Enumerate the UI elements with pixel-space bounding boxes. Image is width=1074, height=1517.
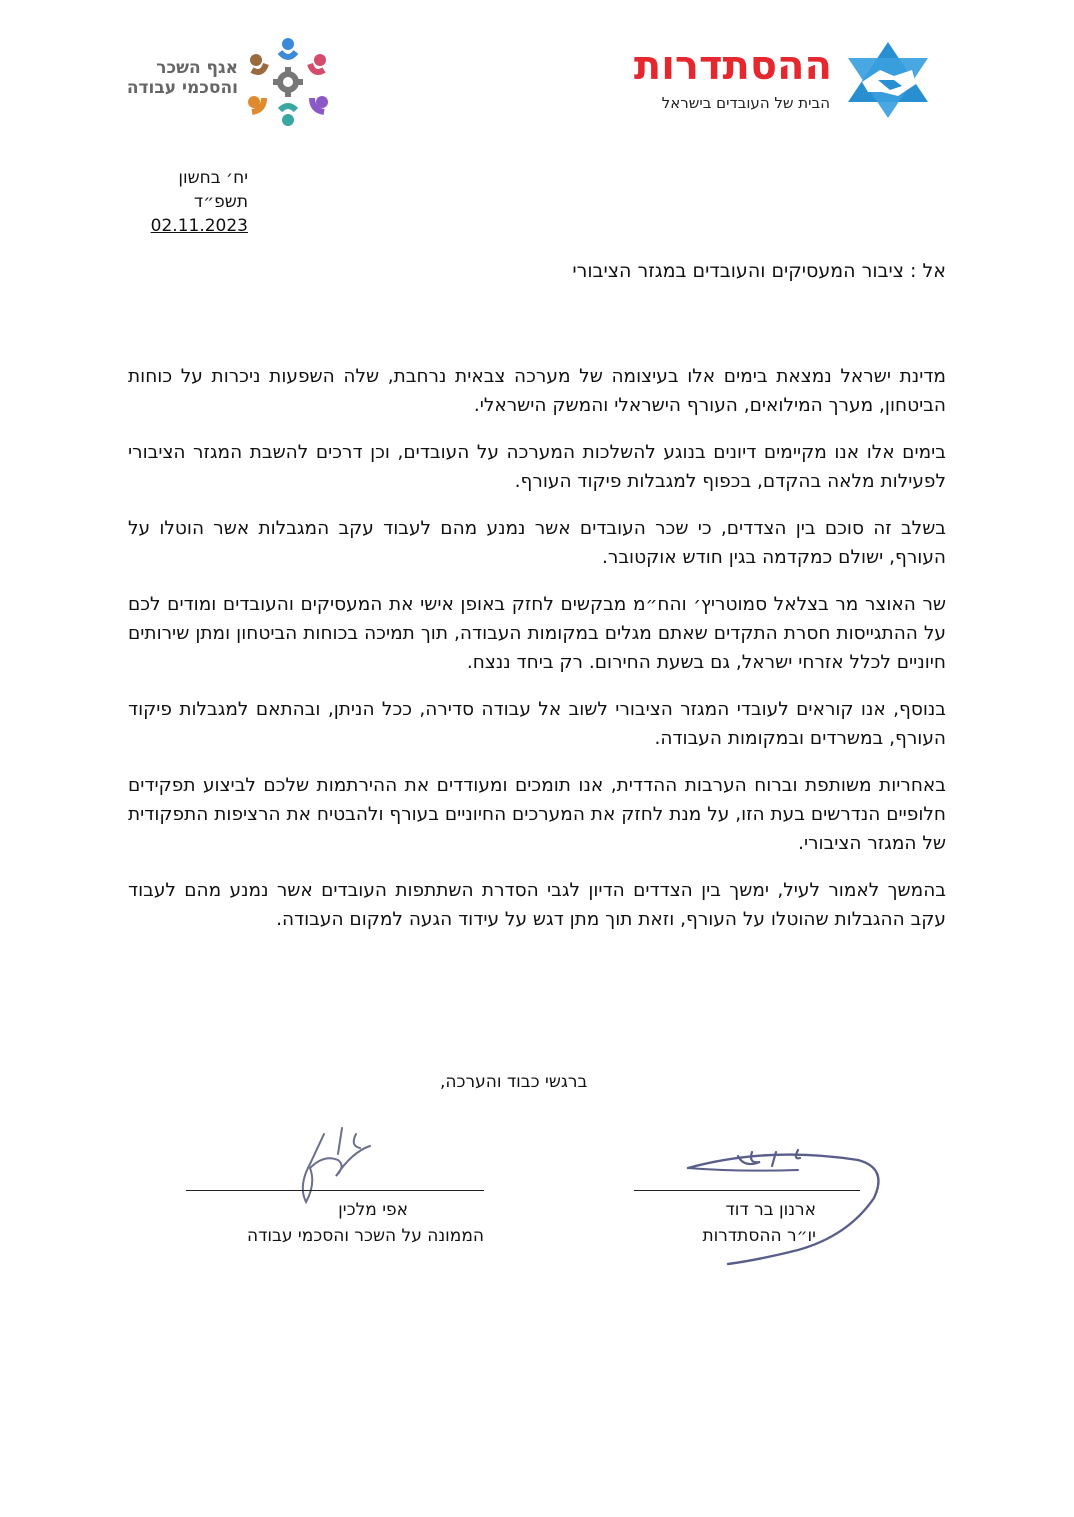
body-paragraph: שר האוצר מר בצלאל סמוטריץ׳ והח״מ מבקשים לחזק באופן אישי את המעסיקים והעובדים ומודים לכם על ההתגייסות חסרת התקדים שאתם מגלים במקומות העבודה, תוך תמיכה בכוחות הביטחון ומתן שירותים חיוניים לכלל אזרחי ישראל, גם בשעת החירום. רק ביחד ננצח.	[128, 594, 946, 673]
gregorian-date: 02.11.2023	[150, 216, 248, 236]
signer-name: אפי מלכין	[338, 1200, 408, 1220]
signature-block-left	[186, 1190, 484, 1249]
histadrut-logo	[634, 40, 934, 120]
body-paragraph: באחריות משותפת וברוח הערבות ההדדית, אנו תומכים ומעודדים את ההירתמות שלכם לביצוע תפקידים חלופיים הנדרשים בעת הזו, על מנת לחזק את המערכים החיוניים בעורף ולהבטיח את הרציפות התפקודית של המגזר הציבורי.	[128, 775, 946, 854]
people-gear-icon	[240, 34, 336, 130]
signer-name: ארנון בר דוד	[725, 1200, 816, 1220]
letter-body	[128, 362, 946, 952]
division-line-1: אגף השכר	[156, 58, 238, 78]
addressee-line: אל : ציבור המעסיקים והעובדים במגזר הציבורי	[572, 260, 946, 282]
body-paragraph: בהמשך לאמור לעיל, ימשך בין הצדדים הדיון לגבי הסדרת השתתפות העובדים אשר נמנע מהם לעבוד עקב ההגבלות שהוטלו על העורף, וזאת תוך מתן דגש על עידוד הגעה למקום העבודה.	[128, 880, 946, 930]
body-paragraph: מדינת ישראל נמצאת בימים אלו בעיצומה של מערכה צבאית נרחבת, שלה השפעות ניכרות על כוחות הביטחון, מערך המילואים, העורף הישראלי והמשק הישראלי.	[128, 366, 946, 416]
hebrew-date: יח׳ בחשון תשפ״ד	[178, 168, 248, 212]
body-paragraph: בנוסף, אנו קוראים לעובדי המגזר הציבורי לשוב אל עבודה סדירה, ככל הניתן, ובהתאם למגבלות פיקוד העורף, במשרדים ובמקומות העבודה.	[128, 699, 946, 749]
signature-line	[634, 1190, 860, 1191]
letter-date	[128, 166, 248, 238]
histadrut-tagline: הבית של העובדים בישראל	[661, 94, 830, 112]
signature-block-right	[634, 1190, 860, 1249]
histadrut-name: ההסתדרות	[633, 43, 832, 89]
division-name	[120, 58, 238, 98]
wage-division-logo	[120, 34, 340, 130]
body-paragraph: בשלב זה סוכם בין הצדדים, כי שכר העובדים אשר נמנע מהם לעבוד עקב המגבלות אשר הוטלו על העורף, ישולם כמקדמה בגין חודש אוקטובר.	[128, 518, 946, 568]
closing-line: ברגשי כבוד והערכה,	[440, 1072, 588, 1092]
star-handshake-icon	[842, 40, 934, 120]
signer-role: יו״ר ההסתדרות	[702, 1226, 816, 1246]
body-paragraph: בימים אלו אנו מקיימים דיונים בנוגע להשלכות המערכה על העובדים, וכן דרכים להשבת המגזר הציבורי לפעילות מלאה בהקדם, בכפוף למגבלות פיקוד העורף.	[128, 442, 946, 492]
signature-line	[186, 1190, 484, 1191]
signer-role: הממונה על השכר והסכמי עבודה	[247, 1226, 484, 1246]
division-line-2: והסכמי עבודה	[126, 78, 238, 98]
